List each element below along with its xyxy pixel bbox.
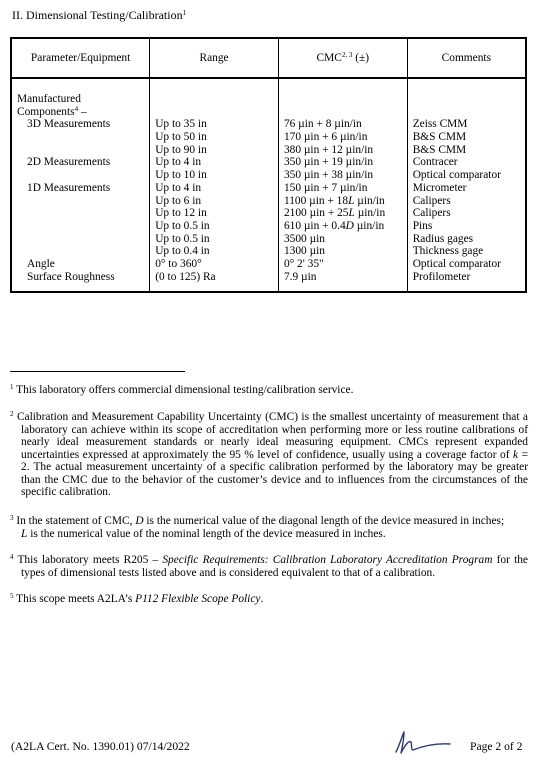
table-row-surface-roughness [11,271,526,293]
range-cell [150,258,279,271]
comments-value: Calipers [412,207,451,220]
footnote-2-text: Calibration and Measurement Capability Uncertainty (CMC) is the smallest uncertainty of measurement that a laboratory can achieve within its scope of accreditation when performing more or less routine calibrations of nearly ideal measurement standards or nearly ideal measuring equipment. CMCs represent expanded uncertainties expressed at approximately the 95 % level of confidence, usually using a coverage factor of k = 2. The actual measurement uncertainty of a specific calibration performed by the laboratory may be greater than the CMC due to the behavior of the customer’s device and to influences from the circumstances of the specific calibration. [13,411,528,498]
table-row-angle [11,258,526,271]
cmc-value: 76 µin + 8 µin/in [283,118,362,131]
comments-value: Pins [412,219,433,232]
header-comments: Comments [407,38,526,78]
comments-cell [407,258,526,271]
comments-cell [407,182,526,258]
section-heading [12,9,186,22]
table-row-2d-measurements [11,156,526,181]
comments-value: Micrometer [412,181,467,194]
comments-cell [407,118,526,156]
footnote-5-policy-title: P112 Flexible Scope Policy [135,593,261,605]
range-value: 0° to 360° [155,257,202,270]
cmc-value: 350 µin + 19 µin/in [283,156,374,169]
cmc-value: 0° 2' 35" [283,257,324,270]
cmc-value: 170 µin + 6 µin/in [283,131,368,144]
range-cell [150,156,279,181]
range-value: Up to 6 in [155,194,202,207]
param-label: 2D Measurements [27,156,111,169]
header-parameter: Parameter/Equipment [11,38,150,78]
cmc-cell [278,271,407,293]
cmc-value: 3500 µin [283,232,325,245]
footnote-4 [10,554,528,579]
range-value: Up to 10 in [155,169,207,182]
cmc-value: 380 µin + 12 µin/in [283,143,374,156]
footnote-3-var-l: L [21,527,28,540]
comments-cell [407,156,526,181]
cmc-value: 7.9 µin [283,270,317,283]
scope-table [10,37,527,293]
footnote-3-text-a: In the statement of CMC, [13,515,136,527]
cmc-cell [278,156,407,181]
cmc-value: 150 µin + 7 µin/in [283,181,368,194]
section-heading-text: II. Dimensional Testing/Calibration [12,8,183,22]
footnote-2-marker: 2 [10,410,14,418]
comments-value: Optical comparator [412,257,501,270]
range-value: Up to 0.5 in [155,232,210,245]
group-row [11,78,526,118]
param-label: 3D Measurements [27,118,111,131]
empty-cell [407,78,526,118]
footnote-3-text-c: is the numerical value of the nominal length of the device measured in inches. [27,527,386,540]
cmc-cell [278,258,407,271]
comments-value: Zeiss CMM [412,118,468,131]
footnote-2 [10,411,528,499]
group-label-line-2 [17,106,145,119]
range-value: Up to 0.4 in [155,245,210,258]
comments-value: Profilometer [412,270,471,283]
footnote-4-marker: 4 [10,553,14,561]
footnote-4-text-b: for the types of dimensional tests listed above and is considered equivalent to that of a calibration. [21,554,528,579]
range-cell [150,271,279,293]
empty-cell [150,78,279,118]
range-value: Up to 35 in [155,118,207,131]
range-cell [150,182,279,258]
signature-image [392,728,452,756]
table-row-1d-measurements [11,182,526,258]
page-number: Page 2 of 2 [470,740,523,753]
footnote-3-marker: 3 [10,514,14,522]
param-cell [11,156,150,181]
cmc-cell [278,118,407,156]
footnote-rule [10,371,185,372]
cmc-value: 610 µin + 0.4D µin/in [283,219,385,232]
range-value: Up to 0.5 in [155,219,210,232]
cert-number: (A2LA Cert. No. 1390.01) 07/14/2022 [11,740,190,753]
param-cell [11,271,150,293]
group-label-cell [11,78,150,118]
footnote-ref-1: 1 [182,9,187,17]
footnote-5 [10,593,528,606]
param-cell [11,118,150,156]
group-label-line-1: Manufactured [17,93,81,105]
footnote-5-text-b: . [260,593,264,605]
param-cell [11,182,150,258]
range-cell [150,118,279,156]
param-label: Angle [27,257,55,270]
table-row-3d-measurements [11,118,526,156]
comments-value: Calipers [412,194,451,207]
comments-value: Optical comparator [412,169,501,182]
group-label-dash: – [78,105,87,118]
cmc-cell [278,182,407,258]
comments-value: Radius gages [412,232,474,245]
header-range: Range [150,38,279,78]
footnote-1 [10,384,528,397]
header-cmc-suffix: (±) [352,51,370,64]
coverage-factor-symbol: k [513,448,519,461]
footnote-4-text-a: This laboratory meets R205 – [13,554,163,566]
cmc-value: 2100 µin + 25L µin/in [283,207,386,220]
footnote-ref-4: 4 [74,104,79,113]
variable-symbol: L [348,194,355,207]
param-label: Surface Roughness [27,270,115,283]
comments-value: Thickness gage [412,245,484,258]
footnote-3-text-b: is the numerical value of the diagonal length of the device measured in inches; [143,515,505,527]
comments-cell [407,271,526,293]
range-value: Up to 90 in [155,143,207,156]
group-label-text: Components [17,105,75,118]
footnote-5-text-a: This scope meets A2LA’s [13,593,136,605]
footnote-1-text: This laboratory offers commercial dimensional testing/calibration service. [13,384,354,396]
comments-value: B&S CMM [412,143,467,156]
footnote-5-marker: 5 [10,592,14,600]
empty-cell [278,78,407,118]
cmc-value: 1300 µin [283,245,325,258]
header-cmc-text: CMC [316,51,342,64]
header-cmc-sup: 2, 3 [341,50,353,59]
range-value: Up to 12 in [155,207,207,220]
footnote-1-marker: 1 [10,383,14,391]
comments-value: B&S CMM [412,131,467,144]
cmc-value: 1100 µin + 18L µin/in [283,194,385,207]
range-value: Up to 4 in [155,156,202,169]
param-cell [11,258,150,271]
header-cmc [278,38,407,78]
variable-symbol: L [348,207,355,220]
comments-value: Contracer [412,156,458,169]
table-header-row [11,38,526,78]
cmc-value: 350 µin + 38 µin/in [283,169,374,182]
param-label: 1D Measurements [27,181,111,194]
footnote-4-program-title: Specific Requirements: Calibration Laboratory Accreditation Program [162,554,493,566]
footnote-3-var-d: D [135,515,144,527]
footnote-3 [10,515,528,540]
range-value: Up to 50 in [155,131,207,144]
variable-symbol: D [345,219,354,232]
range-value: Up to 4 in [155,181,202,194]
range-value: (0 to 125) Ra [155,270,216,283]
